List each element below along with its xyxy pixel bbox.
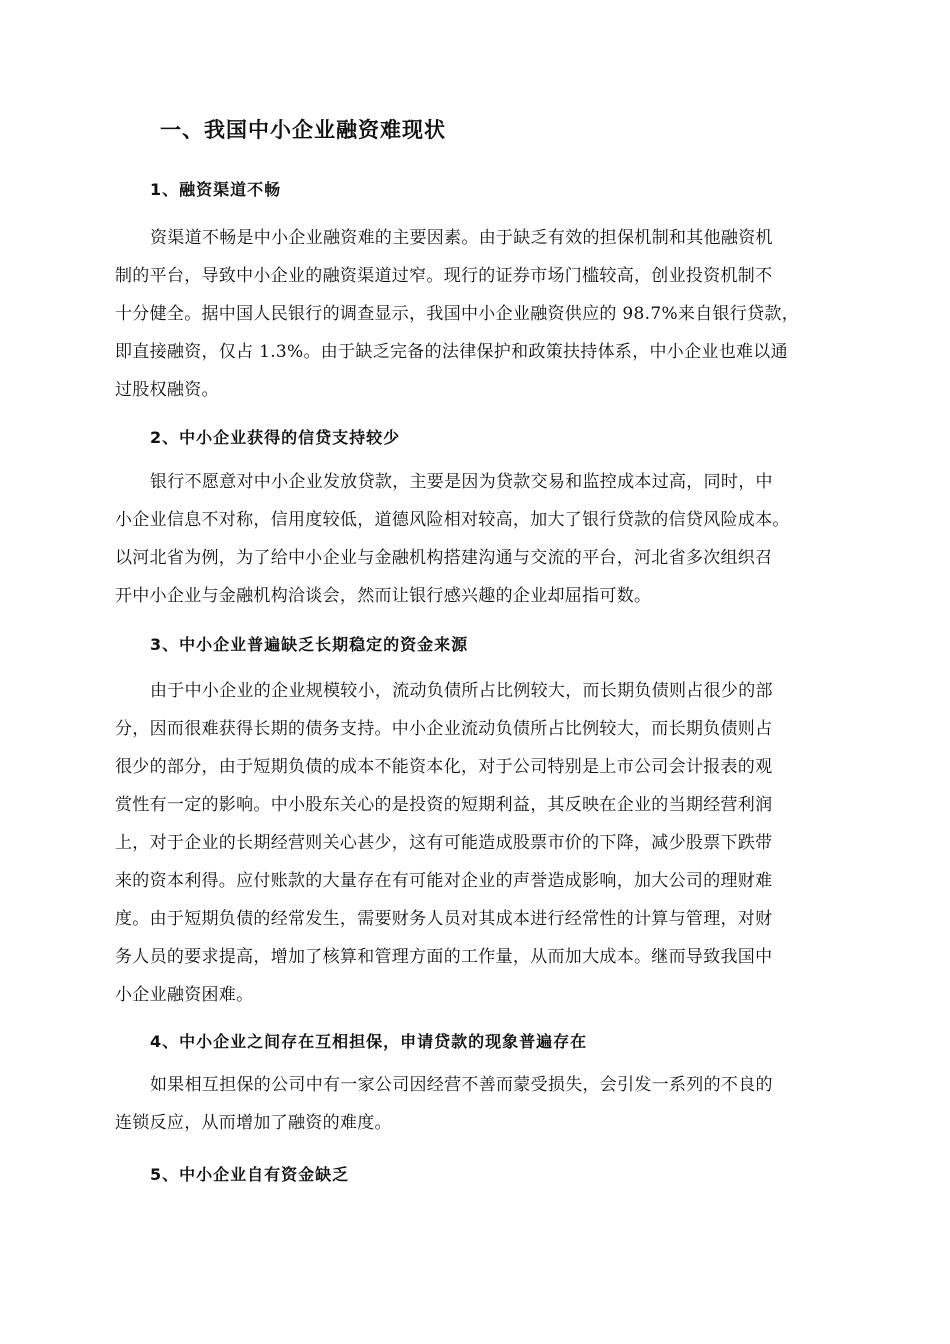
section-heading-5: 5、中小企业自有资金缺乏 — [150, 1165, 350, 1184]
paragraph-line: 小企业融资困难。 — [115, 985, 254, 1005]
paragraph-line: 十分健全。据中国人民银行的调查显示，我国中小企业融资供应的 98.7%来自银行贷款， — [115, 304, 800, 324]
paragraph-line: 资渠道不畅是中小企业融资难的主要因素。由于缺乏有效的担保机制和其他融资机 — [150, 228, 773, 248]
section-heading-3: 3、中小企业普遍缺乏长期稳定的资金来源 — [150, 635, 469, 654]
paragraph-line: 如果相互担保的公司中有一家公司因经营不善而蒙受损失，会引发一系列的不良的 — [150, 1075, 773, 1095]
paragraph-line: 小企业信息不对称，信用度较低，道德风险相对较高，加大了银行贷款的信贷风险成本。 — [115, 510, 790, 530]
paragraph-line: 银行不愿意对中小企业发放贷款，主要是因为贷款交易和监控成本过高，同时，中 — [150, 472, 773, 492]
paragraph-line: 来的资本利得。应付账款的大量存在有可能对企业的声誉造成影响，加大公司的理财难 — [115, 871, 773, 891]
section-paragraph-4 — [115, 1066, 865, 1142]
section-paragraph-1 — [115, 219, 865, 409]
paragraph-line: 即直接融资，仅占 1.3%。由于缺乏完备的法律保护和政策扶持体系，中小企业也难以通 — [115, 342, 788, 362]
paragraph-line: 制的平台，导致中小企业的融资渠道过窄。现行的证券市场门槛较高，创业投资机制不 — [115, 266, 773, 286]
paragraph-line: 很少的部分，由于短期负债的成本不能资本化，对于公司特别是上市公司会计报表的观 — [115, 757, 773, 777]
section-heading-4: 4、中小企业之间存在互相担保，申请贷款的现象普遍存在 — [150, 1032, 588, 1051]
paragraph-line: 连锁反应，从而增加了融资的难度。 — [115, 1113, 392, 1133]
paragraph-line: 开中小企业与金融机构洽谈会，然而让银行感兴趣的企业却屈指可数。 — [115, 586, 652, 606]
page-title: 一、我国中小企业融资难现状 — [160, 118, 446, 142]
paragraph-line: 以河北省为例，为了给中小企业与金融机构搭建沟通与交流的平台，河北省多次组织召 — [115, 548, 773, 568]
paragraph-line: 过股权融资。 — [115, 380, 219, 400]
section-heading-2: 2、中小企业获得的信贷支持较少 — [150, 428, 401, 447]
paragraph-line: 上，对于企业的长期经营则关心甚少，这有可能造成股票市价的下降，减少股票下跌带 — [115, 833, 773, 853]
paragraph-line: 赏性有一定的影响。中小股东关心的是投资的短期利益，其反映在企业的当期经营利润 — [115, 795, 773, 815]
paragraph-line: 务人员的要求提高，增加了核算和管理方面的工作量，从而加大成本。继而导致我国中 — [115, 947, 773, 967]
paragraph-line: 度。由于短期负债的经常发生，需要财务人员对其成本进行经常性的计算与管理，对财 — [115, 909, 773, 929]
section-heading-1: 1、融资渠道不畅 — [150, 180, 282, 199]
paragraph-line: 由于中小企业的企业规模较小，流动负债所占比例较大，而长期负债则占很少的部 — [150, 681, 773, 701]
paragraph-line: 分，因而很难获得长期的债务支持。中小企业流动负债所占比例较大，而长期负债则占 — [115, 719, 773, 739]
section-paragraph-2 — [115, 463, 865, 615]
section-paragraph-3 — [115, 672, 865, 1014]
